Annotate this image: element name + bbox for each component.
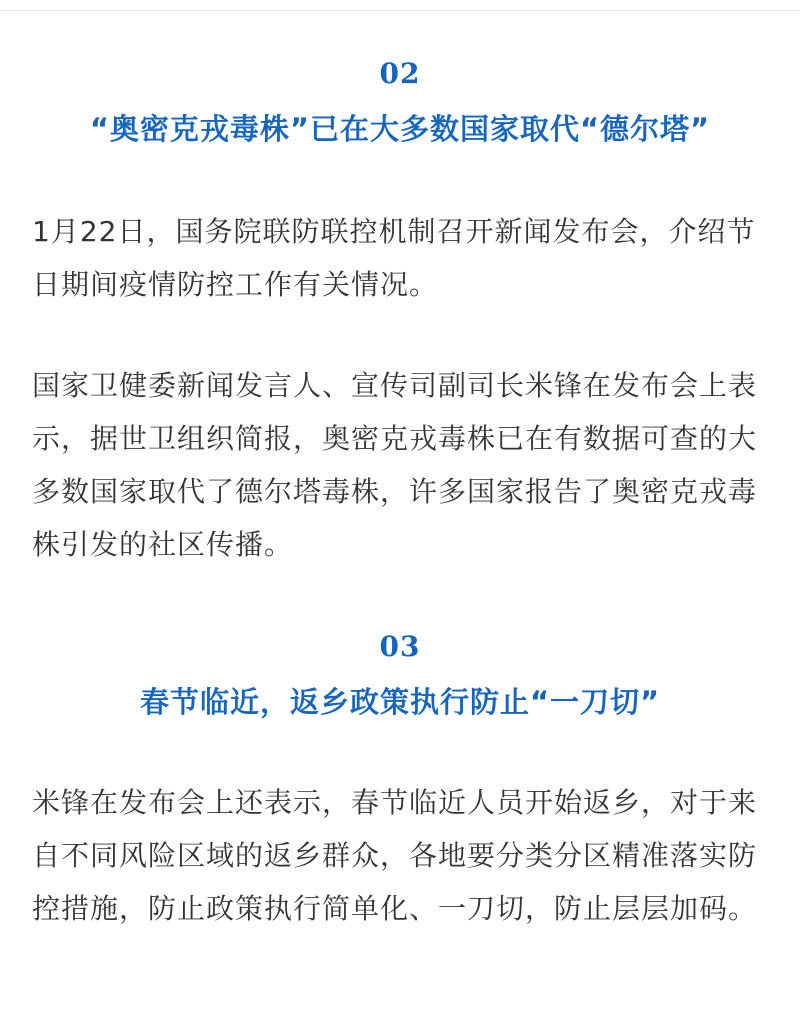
- section-title: “奥密克戎毒株”已在大多数国家取代“德尔塔”: [89, 112, 711, 146]
- paragraph: 国家卫健委新闻发言人、宣传司副司长米锋在发布会上表示，据世卫组织简报，奥密克戎毒株已在有数据可查的大多数国家取代了德尔塔毒株，许多国家报告了奥密克戎毒株引发的社区传播。: [32, 369, 758, 561]
- section-03-header: [0, 630, 800, 722]
- paragraph: 米锋在发布会上还表示，春节临近人员开始返乡，对于来自不同风险区域的返乡群众，各地要分类分区精准落实防控措施，防止政策执行简单化、一刀切，防止层层加码。: [32, 786, 758, 925]
- section-number: 02: [379, 57, 421, 90]
- paragraph: 1月22日，国务院联防联控机制召开新闻发布会，介绍节日期间疫情防控工作有关情况。: [32, 215, 756, 301]
- top-divider: [0, 10, 800, 11]
- section-number: 03: [379, 630, 421, 663]
- section-02-header: [0, 57, 800, 149]
- section-title: 春节临近，返乡政策执行防止“一刀切”: [139, 685, 661, 719]
